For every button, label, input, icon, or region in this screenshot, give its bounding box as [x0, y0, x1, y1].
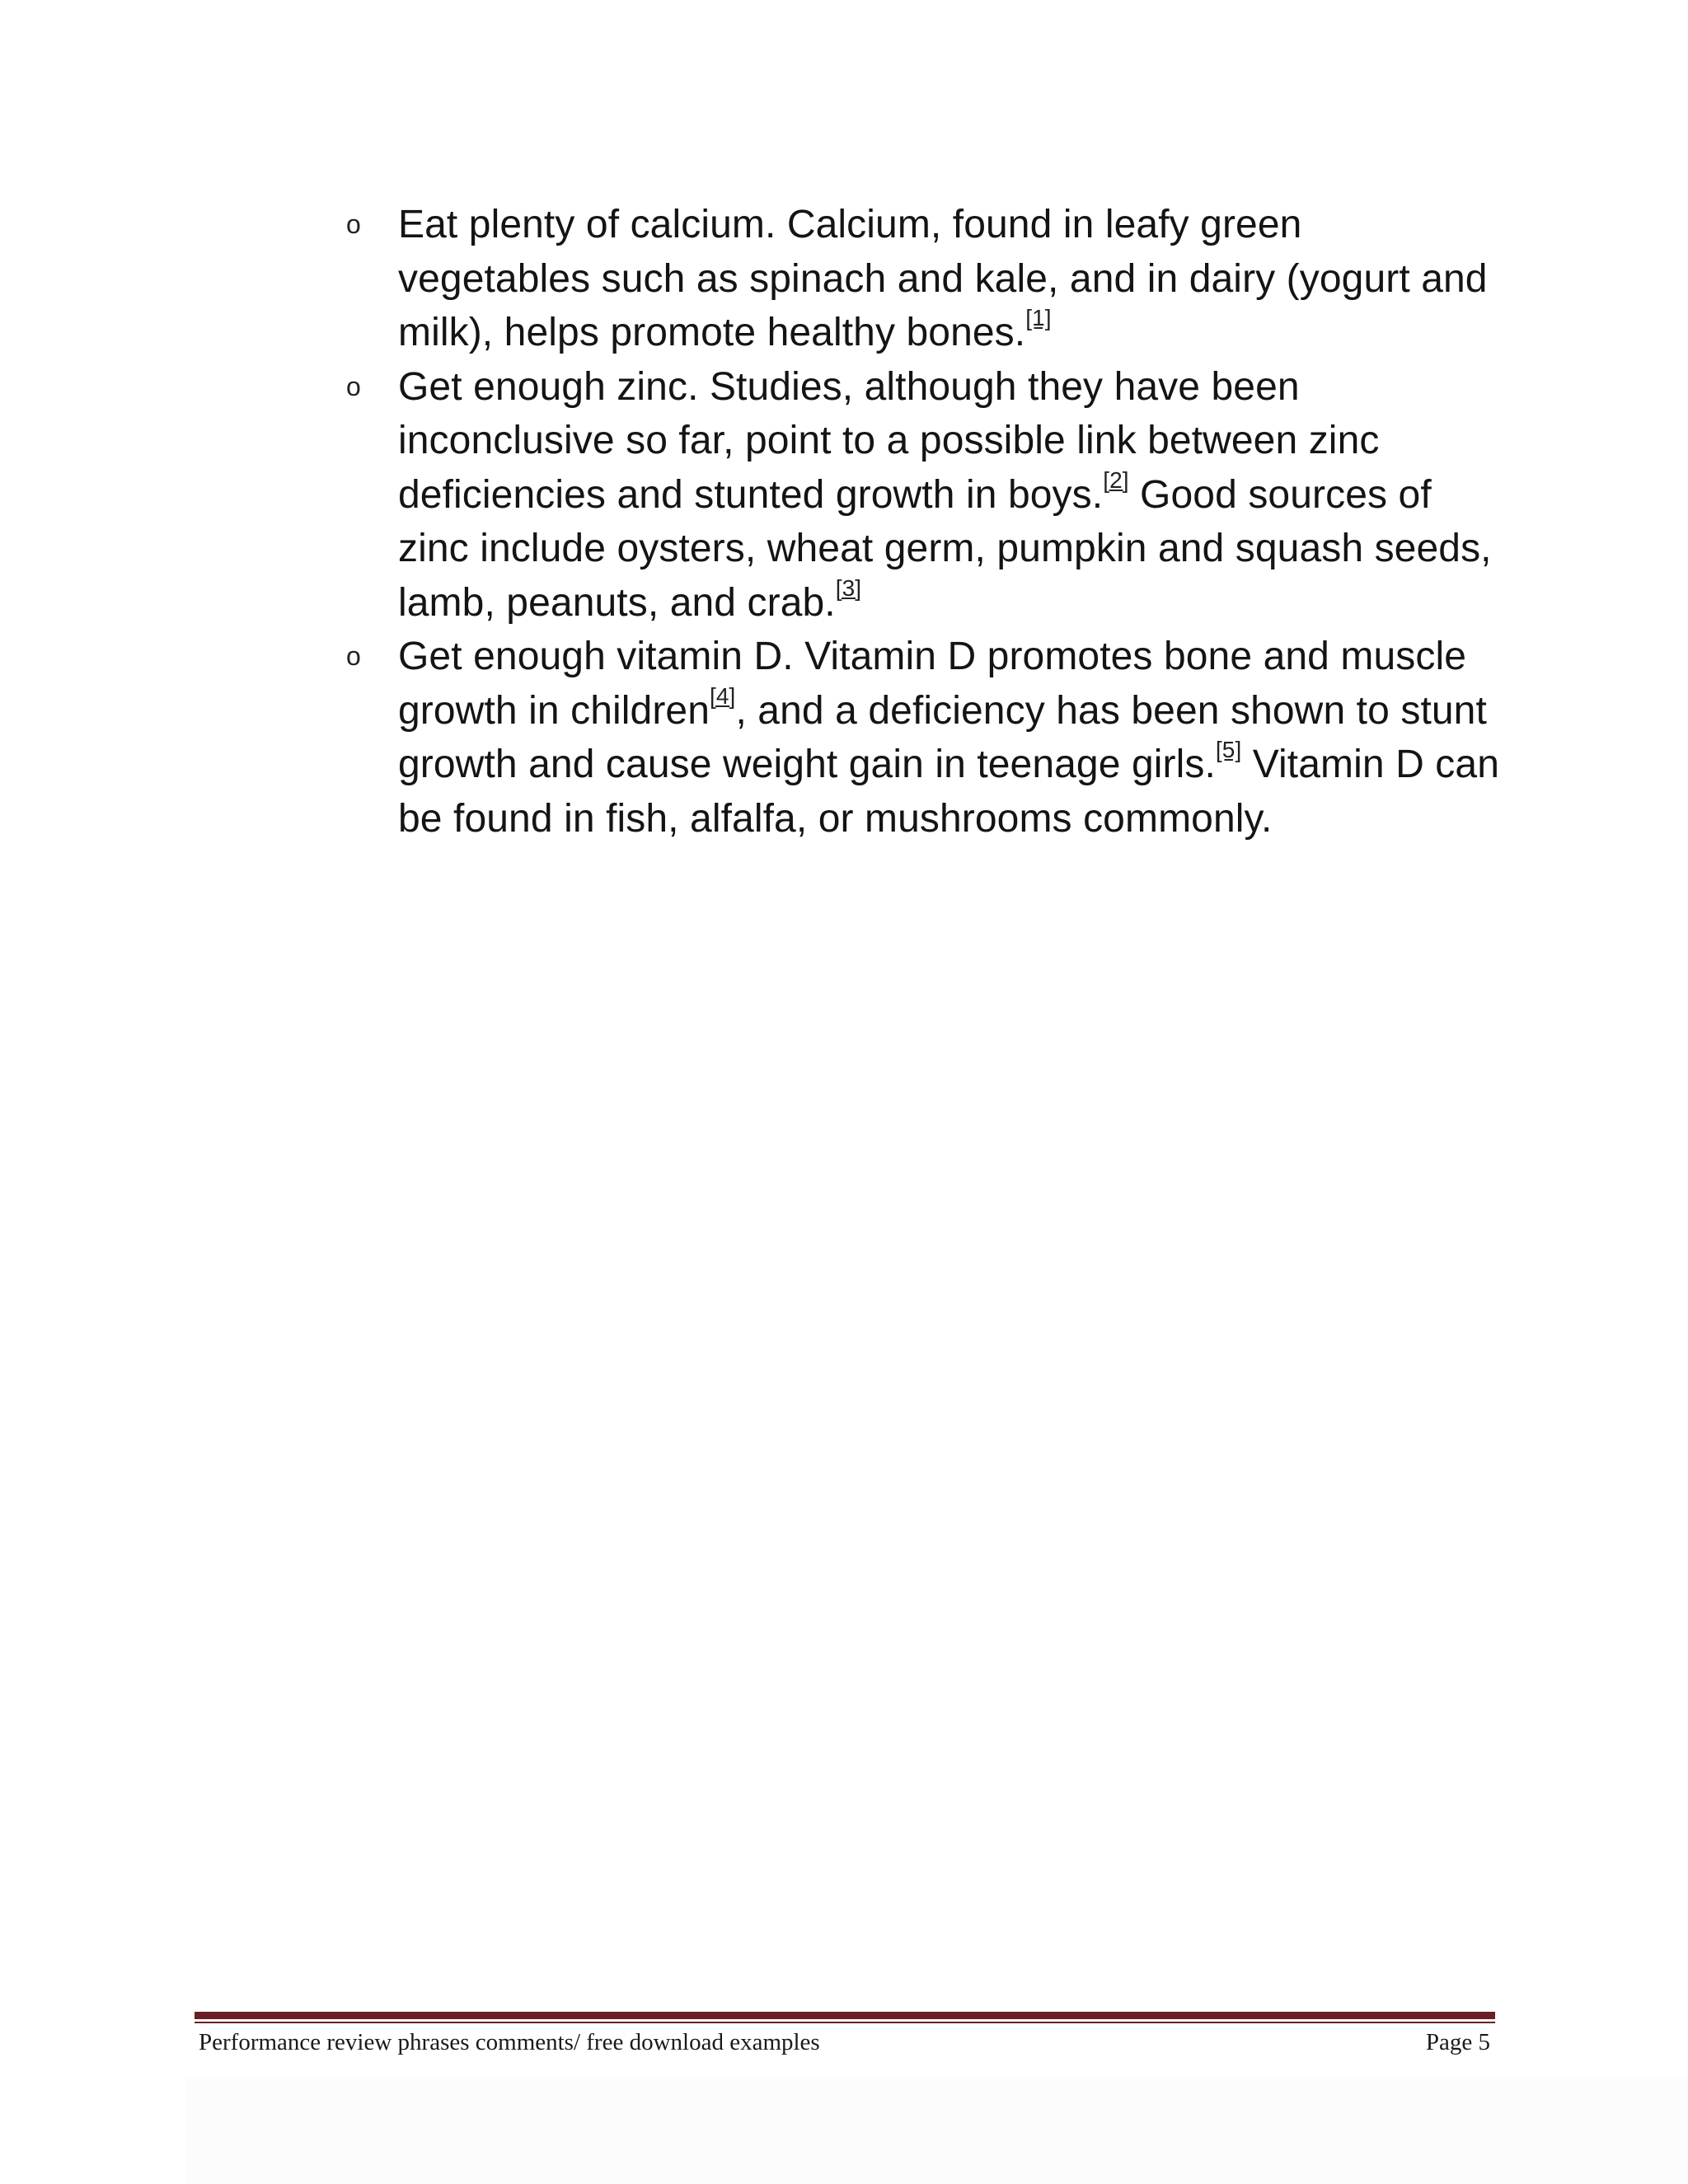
- bullet-list: [346, 198, 1500, 846]
- page-number: Page 5: [1425, 2029, 1490, 2055]
- list-item-text: Good sources of zinc include oysters, wheat germ, pumpkin and squash seeds, lamb, peanuts, and crab.: [398, 472, 1492, 625]
- list-item: [346, 198, 1500, 360]
- footer-rule: [195, 2012, 1495, 2019]
- reference-link[interactable]: [1]: [1025, 305, 1052, 330]
- list-item-text: Get enough vitamin D. Vitamin D promotes bone and muscle growth in children: [398, 635, 1467, 733]
- page-bottom-shade: [186, 2077, 1688, 2184]
- bullet-marker: o: [346, 371, 361, 401]
- bullet-marker: o: [346, 209, 361, 239]
- reference-link[interactable]: [3]: [835, 574, 862, 601]
- reference-link[interactable]: [4]: [710, 682, 736, 709]
- footer-rule-thin: [195, 2022, 1495, 2023]
- list-item-text: Get enough zinc. Studies, although they have been inconclusive so far, point to a possible link between zinc deficiencies and stunted growth in boys.: [398, 364, 1380, 517]
- list-item-text: Vitamin D can be found in fish, alfalfa, or mushrooms commonly.: [398, 743, 1499, 841]
- list-item-text: Eat plenty of calcium. Calcium, found in leafy green vegetables such as spinach and kale, and in dairy (yogurt and milk), helps promote healthy bones.: [398, 203, 1488, 354]
- reference-link[interactable]: [5]: [1215, 737, 1242, 762]
- list-item-text: , and a deficiency has been shown to stunt growth and cause weight gain in teenage girls.: [398, 688, 1487, 786]
- footer-text: Performance review phrases comments/ free download examples: [199, 2029, 820, 2055]
- bullet-marker: o: [346, 641, 361, 671]
- list-item: [346, 360, 1500, 630]
- list-item: [346, 630, 1500, 846]
- reference-link[interactable]: [2]: [1103, 466, 1129, 493]
